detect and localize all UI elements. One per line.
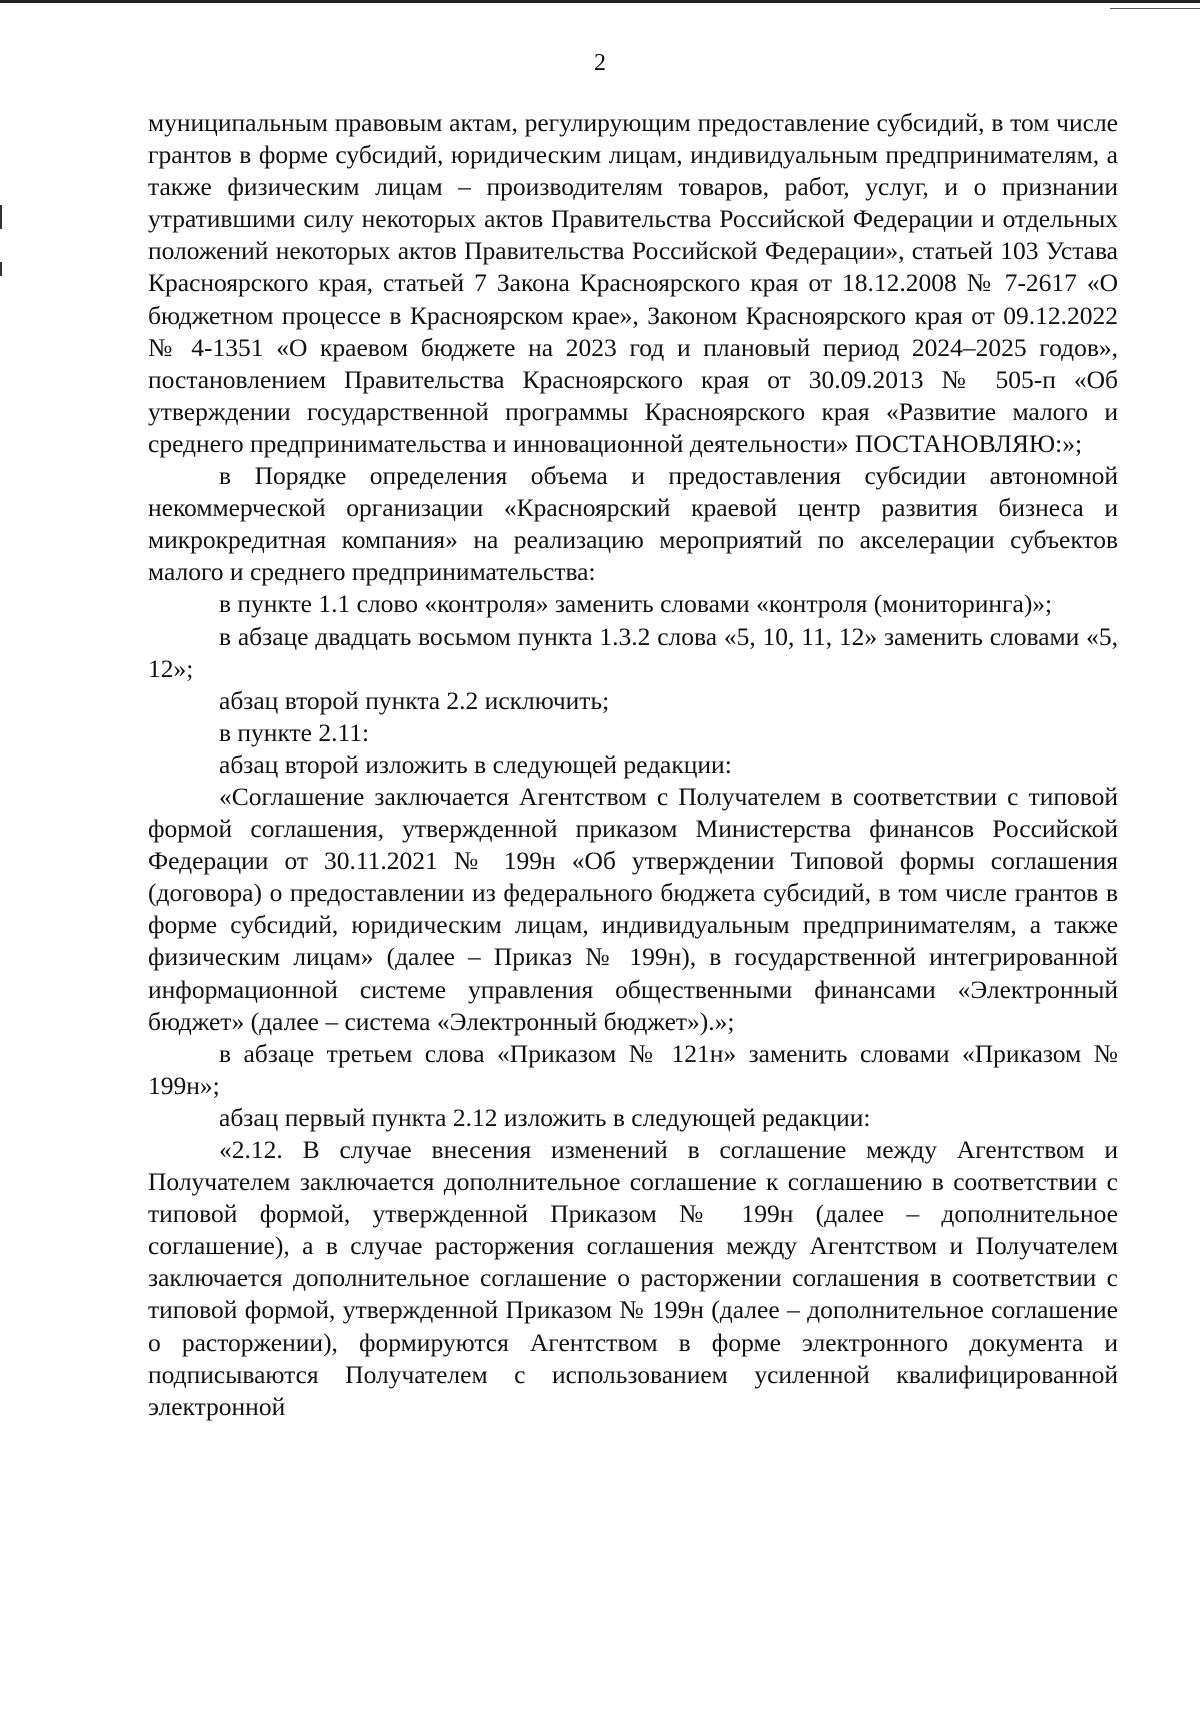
scan-top-border-right (1110, 8, 1200, 9)
document-body (148, 107, 1118, 1423)
scan-left-mark (0, 205, 2, 229)
paragraph-item-1-3-2: в абзаце двадцать восьмом пункта 1.3.2 слова «5, 10, 11, 12» заменить словами «5, 12»; (148, 621, 1118, 683)
paragraph-item-2-2: абзац второй пункта 2.2 исключить; (219, 685, 610, 715)
page-number: 2 (594, 50, 606, 76)
paragraph-item-2-12: абзац первый пункта 2.12 изложить в следующей редакции: (219, 1102, 871, 1132)
paragraph-abzac-third: в абзаце третьем слова «Приказом № 121н» заменить словами «Приказом № 199н»; (148, 1038, 1118, 1100)
paragraph-procedure-intro: в Порядке определения объема и предоставления субсидии автономной некоммерческой организации «Красноярский краевой центр развития бизнеса и микрокредитная компания» на реализацию мероприятий по акселерации субъектов малого и среднего предпринимательства: (148, 461, 1118, 587)
paragraph-item-1-1: в пункте 1.1 слово «контроля» заменить словами «контроля (мониторинга)»; (219, 589, 1053, 619)
paragraph-agreement-text: «Соглашение заключается Агентством с Получателем в соответствии с типовой формой соглашения, утвержденной приказом Министерства финансов Российской Федерации от 30.11.2021 № 199н «Об утверждении Типовой формы соглашения (договора) о предоставлении из федерального бюджета субсидий, в том числе грантов в форме субсидий, юридическим лицам, индивидуальным предпринимателям, а также физическим лицам» (далее – Приказ № 199н), в государственной интегрированной информационной системе управления общественными финансами «Электронный бюджет» (далее – система «Электронный бюджет»).»; (148, 781, 1118, 1036)
scan-left-mark (0, 262, 2, 276)
paragraph-continuation: муниципальным правовым актам, регулирующим предоставление субсидий, в том числе грантов в форме субсидий, юридическим лицам, индивидуальным предпринимателям, а также физическим лицам – производителям товаров, работ, услуг, и о признании утратившими силу некоторых актов Правительства Российской Федерации и отдельных положений некоторых актов Правительства Российской Федерации», статьей 103 Устава Красноярского края, статьей 7 Закона Красноярского края от 18.12.2008 № 7-2617 «О бюджетном процессе в Красноярском крае», Законом Красноярского края от 09.12.2022 № 4-1351 «О краевом бюджете на 2023 год и плановый период 2024–2025 годов», постановлением Правительства Красноярского края от 30.09.2013 № 505-п «Об утверждении государственной программы Красноярского края «Развитие малого и среднего предпринимательства и инновационной деятельности» ПОСТАНОВЛЯЮ:»; (148, 108, 1118, 458)
paragraph-abzac-second: абзац второй изложить в следующей редакции: (219, 749, 732, 779)
scan-top-border (0, 0, 1200, 3)
paragraph-item-2-12-text: «2.12. В случае внесения изменений в соглашение между Агентством и Получателем заключается дополнительное соглашение к соглашению в соответствии с типовой формой, утвержденной Приказом № 199н (далее – дополнительное соглашение), а в случае расторжения соглашения между Агентством и Получателем заключается дополнительное соглашение о расторжении соглашения в соответствии с типовой формой, утвержденной Приказом № 199н (далее – дополнительное соглашение о расторжении), формируются Агентством в форме электронного документа и подписываются Получателем с использованием усиленной квалифицированной электронной (148, 1135, 1118, 1421)
paragraph-item-2-11: в пункте 2.11: (219, 717, 370, 747)
